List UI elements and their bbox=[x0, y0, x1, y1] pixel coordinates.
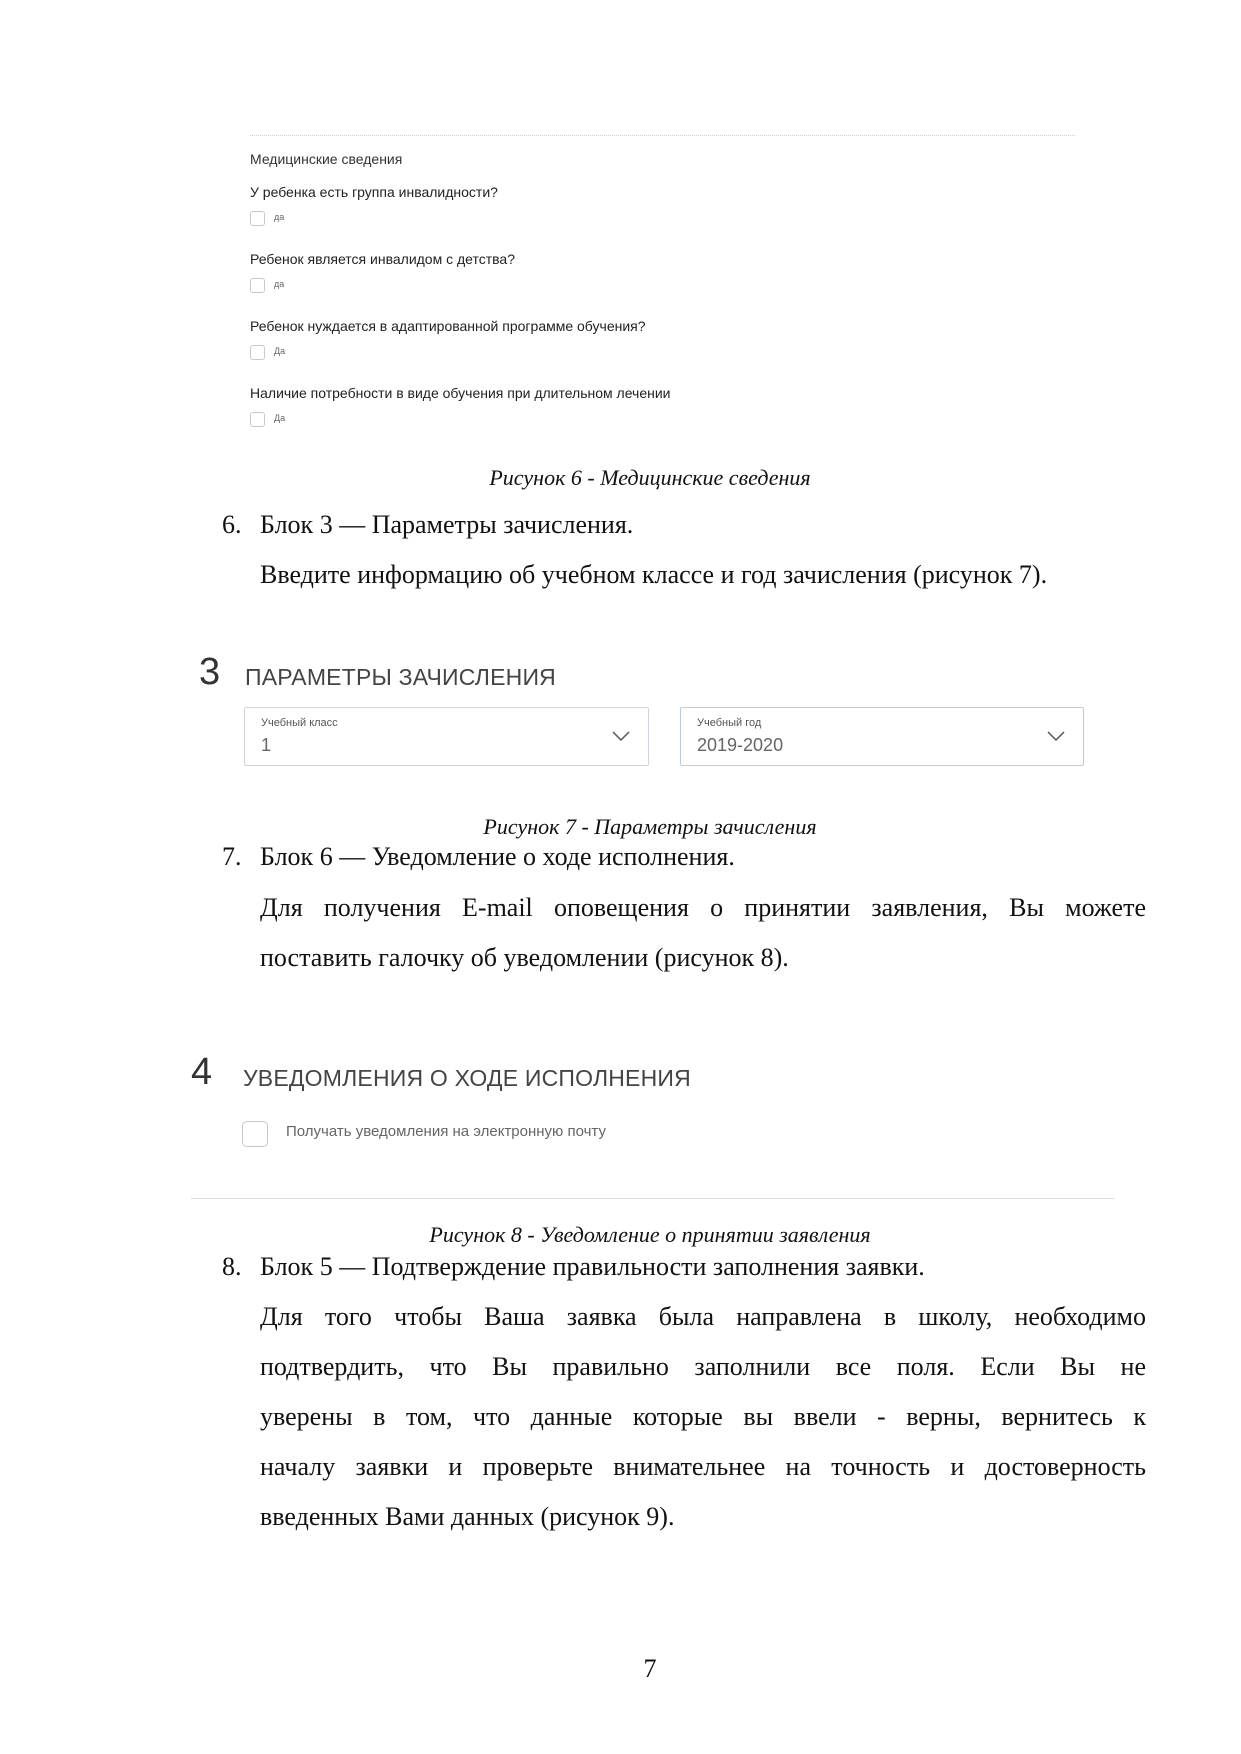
email-notification-label: Получать уведомления на электронную почту bbox=[286, 1123, 606, 1140]
list-item-body-line: Для получения E-mail оповещения о принятии заявления, Вы можете bbox=[260, 893, 1146, 922]
checkbox-label: Да bbox=[274, 346, 286, 356]
list-number: 7. bbox=[222, 842, 242, 871]
chevron-down-icon bbox=[612, 731, 630, 741]
checkbox-disabled-from-childhood[interactable] bbox=[250, 278, 265, 293]
figure8-caption: Рисунок 8 - Уведомление о принятии заявления bbox=[429, 1222, 871, 1247]
chevron-down-icon bbox=[1047, 731, 1065, 741]
question-disability-group: У ребенка есть группа инвалидности? bbox=[250, 184, 498, 200]
checkbox-label: да bbox=[274, 212, 285, 222]
block-number: 4 bbox=[191, 1051, 213, 1093]
checkbox-adapted-program[interactable] bbox=[250, 345, 265, 360]
page-number: 7 bbox=[643, 1654, 657, 1683]
figure6-divider bbox=[250, 135, 1075, 136]
list-number: 8. bbox=[222, 1252, 242, 1281]
checkbox-label: Да bbox=[274, 413, 286, 423]
list-item-title: Блок 5 — Подтверждение правильности заполнения заявки. bbox=[260, 1252, 925, 1281]
year-select[interactable] bbox=[680, 707, 1084, 766]
block-number: 3 bbox=[199, 651, 221, 693]
question-adapted-program: Ребенок нуждается в адаптированной программе обучения? bbox=[250, 318, 646, 334]
medical-section-title: Медицинские сведения bbox=[250, 151, 403, 167]
list-item-title: Блок 3 — Параметры зачисления. bbox=[260, 510, 634, 539]
list-item-body-line: введенных Вами данных (рисунок 9). bbox=[260, 1502, 675, 1531]
class-select[interactable] bbox=[244, 707, 649, 766]
class-select-value: 1 bbox=[261, 735, 272, 755]
list-item-body: Введите информацию об учебном классе и год зачисления (рисунок 7). bbox=[260, 560, 1048, 589]
block-title: УВЕДОМЛЕНИЯ О ХОДЕ ИСПОЛНЕНИЯ bbox=[243, 1065, 691, 1091]
email-notification-checkbox[interactable] bbox=[242, 1121, 268, 1147]
checkbox-disability-group[interactable] bbox=[250, 211, 265, 226]
question-long-term-treatment: Наличие потребности в виде обучения при длительном лечении bbox=[250, 385, 671, 401]
list-number: 6. bbox=[222, 510, 242, 539]
year-select-label: Учебный год bbox=[697, 717, 762, 729]
class-select-label: Учебный класс bbox=[261, 717, 338, 729]
figure8-divider bbox=[191, 1198, 1114, 1199]
list-item-body-line: подтвердить, что Вы правильно заполнили все поля. Если Вы не bbox=[260, 1352, 1146, 1381]
list-item-title: Блок 6 — Уведомление о ходе исполнения. bbox=[260, 842, 735, 871]
list-item-body-line: уверены в том, что данные которые вы ввели - верны, вернитесь к bbox=[260, 1402, 1146, 1431]
checkbox-long-term-treatment[interactable] bbox=[250, 412, 265, 427]
figure6-caption: Рисунок 6 - Медицинские сведения bbox=[489, 465, 811, 490]
list-item-body-line: поставить галочку об уведомлении (рисунок 8). bbox=[260, 943, 789, 972]
figure7-caption: Рисунок 7 - Параметры зачисления bbox=[483, 814, 817, 839]
list-item-body-line: началу заявки и проверьте внимательнее на точность и достоверность bbox=[260, 1452, 1146, 1481]
block-title: ПАРАМЕТРЫ ЗАЧИСЛЕНИЯ bbox=[245, 664, 556, 690]
checkbox-label: да bbox=[274, 279, 285, 289]
year-select-value: 2019-2020 bbox=[697, 735, 784, 755]
question-disabled-from-childhood: Ребенок является инвалидом с детства? bbox=[250, 251, 516, 267]
list-item-body-line: Для того чтобы Ваша заявка была направлена в школу, необходимо bbox=[260, 1302, 1146, 1331]
